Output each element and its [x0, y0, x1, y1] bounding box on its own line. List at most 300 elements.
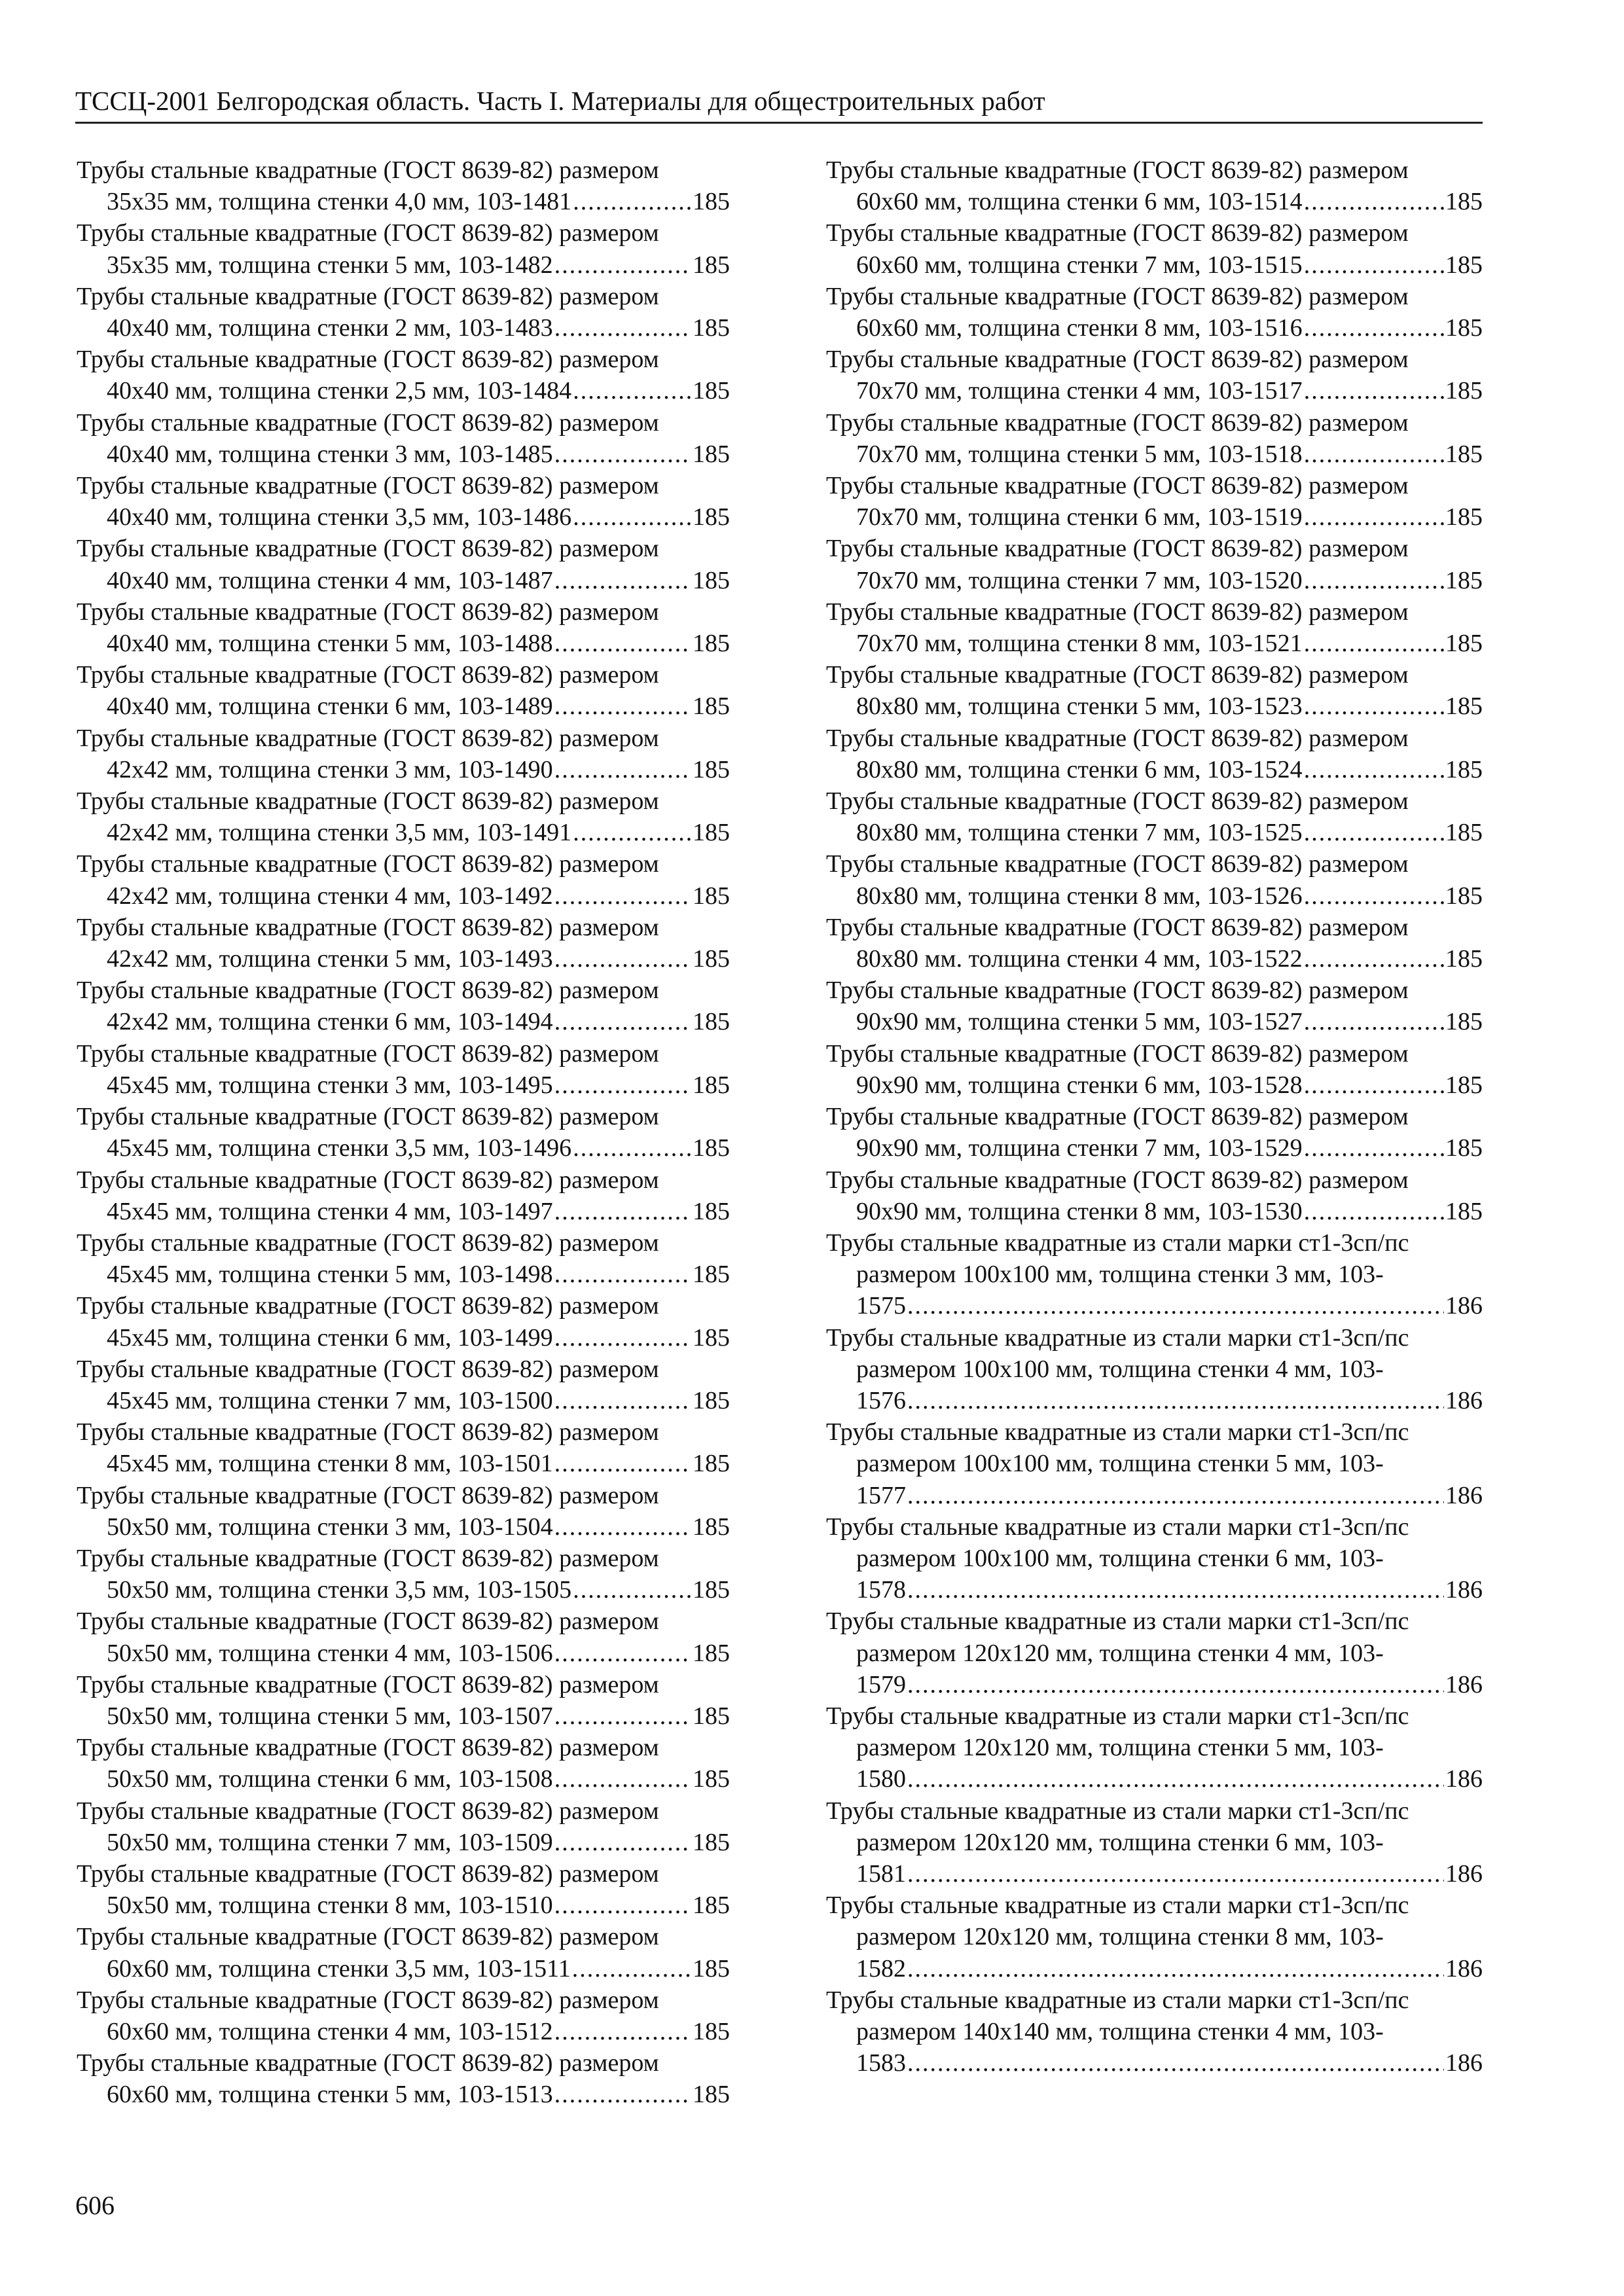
- index-entry-detail: размером 120x120 мм, толщина стенки 6 мм, 103-: [856, 1828, 1384, 1856]
- index-entry-page: 185: [693, 1008, 730, 1036]
- index-entry-detail: 90x90 мм, толщина стенки 5 мм, 103-1527: [856, 1008, 1303, 1036]
- index-entry-detail: 50x50 мм, толщина стенки 3 мм, 103-1504: [107, 1513, 553, 1541]
- index-entry-detail: 42x42 мм, толщина стенки 4 мм, 103-1492: [107, 882, 553, 910]
- dot-leader: [554, 628, 691, 659]
- index-entry-leader-line: [77, 2079, 730, 2110]
- index-entry-detail: 45x45 мм, толщина стенки 7 мм, 103-1500: [107, 1386, 553, 1414]
- index-entry: [826, 281, 1483, 344]
- index-entry-title: Трубы стальные квадратные из стали марки ст1-3сп/пс: [826, 1607, 1409, 1636]
- index-entry: [77, 1227, 730, 1290]
- index-entry-leader-line: [77, 1132, 730, 1164]
- index-entry-page: 185: [1445, 755, 1483, 783]
- index-entry-leader-line: [77, 312, 730, 344]
- index-entry-page: 185: [693, 1386, 730, 1414]
- index-entry-title: Трубы стальные квадратные (ГОСТ 8639-82) размером: [77, 724, 659, 752]
- dot-leader: [554, 439, 691, 470]
- index-entry: [826, 1416, 1483, 1511]
- index-entry-title: Трубы стальные квадратные (ГОСТ 8639-82) размером: [826, 472, 1409, 500]
- dot-leader: [907, 1763, 1444, 1795]
- index-entry-detail: 40x40 мм, толщина стенки 4 мм, 103-1487: [107, 566, 553, 594]
- index-entry-detail: размером 120x120 мм, толщина стенки 4 мм, 103-: [856, 1639, 1384, 1667]
- index-entry: [77, 533, 730, 596]
- dot-leader: [554, 312, 691, 344]
- index-entry-page: 185: [693, 692, 730, 721]
- index-entry-leader-line: [826, 1669, 1483, 1700]
- index-entry-title: Трубы стальные квадратные (ГОСТ 8639-82) размером: [77, 408, 659, 437]
- index-entry-leader-line: [826, 817, 1483, 848]
- dot-leader: [573, 186, 691, 217]
- index-entry-leader-line: [826, 1953, 1483, 1984]
- index-entry: [77, 1605, 730, 1668]
- index-entry-leader-line: [826, 1763, 1483, 1795]
- index-entry-detail: 45x45 мм, толщина стенки 3,5 мм, 103-1496: [107, 1134, 572, 1162]
- dot-leader: [554, 1322, 691, 1354]
- index-entry-title: Трубы стальные квадратные (ГОСТ 8639-82) размером: [77, 282, 659, 310]
- index-entry-page: 185: [693, 251, 730, 279]
- dot-leader: [554, 691, 691, 722]
- index-entry-leader-line: [826, 501, 1483, 533]
- index-entry-title: Трубы стальные квадратные из стали марки ст1-3сп/пс: [826, 1323, 1409, 1352]
- index-entry: [77, 1732, 730, 1795]
- index-entry-page: 185: [693, 188, 730, 216]
- index-entry-title: Трубы стальные квадратные из стали марки ст1-3сп/пс: [826, 1892, 1409, 1920]
- index-entry-leader-line: [826, 249, 1483, 281]
- index-entry: [826, 975, 1483, 1037]
- index-entry-leader-line: [826, 1858, 1483, 1890]
- running-header: [75, 84, 1483, 124]
- index-entry: [826, 533, 1483, 596]
- index-entry: [77, 217, 730, 280]
- index-entry-detail: 40x40 мм, толщина стенки 3,5 мм, 103-1486: [107, 503, 572, 531]
- index-entry-leader-line: [826, 312, 1483, 344]
- dot-leader: [554, 2016, 691, 2047]
- dot-leader: [907, 1669, 1444, 1700]
- index-entry-leader-line: [77, 1322, 730, 1354]
- index-entry-page: 185: [693, 1513, 730, 1541]
- index-entry-title: Трубы стальные квадратные (ГОСТ 8639-82) размером: [826, 850, 1409, 878]
- dot-leader: [1304, 691, 1444, 722]
- index-entry-leader-line: [826, 2047, 1483, 2079]
- index-entry-page: 185: [1445, 566, 1483, 594]
- index-entry-detail: 60x60 мм, толщина стенки 7 мм, 103-1515: [856, 251, 1303, 279]
- index-entry: [77, 407, 730, 470]
- index-entry-page: 186: [1445, 2049, 1483, 2077]
- index-entry-page: 185: [693, 314, 730, 342]
- index-entry-detail: 60x60 мм, толщина стенки 3,5 мм, 103-1511: [107, 1954, 571, 1982]
- index-entry-leader-line: [826, 439, 1483, 470]
- index-entry-title: Трубы стальные квадратные из стали марки ст1-3сп/пс: [826, 1986, 1409, 2014]
- index-entry-detail: размером 120x120 мм, толщина стенки 5 мм, 103-: [856, 1734, 1384, 1762]
- index-entry-title: Трубы стальные квадратные (ГОСТ 8639-82) размером: [77, 1607, 659, 1636]
- dot-leader: [1304, 312, 1444, 344]
- index-entry-detail: размером 100x100 мм, толщина стенки 6 мм, 103-: [856, 1544, 1384, 1572]
- index-entry-title: Трубы стальные квадратные (ГОСТ 8639-82) размером: [826, 977, 1409, 1005]
- index-entry: [77, 596, 730, 659]
- index-entry: [77, 1354, 730, 1416]
- index-entry-detail: 42x42 мм, толщина стенки 5 мм, 103-1493: [107, 945, 553, 973]
- index-entry-leader-line: [77, 1827, 730, 1858]
- index-entry-page: 185: [693, 2081, 730, 2109]
- dot-leader: [554, 943, 691, 975]
- index-entry-page: 185: [1445, 1071, 1483, 1099]
- index-entry-detail: 40x40 мм, толщина стенки 2 мм, 103-1483: [107, 314, 553, 342]
- index-entry-title: Трубы стальные квадратные из стали марки ст1-3сп/пс: [826, 1513, 1409, 1541]
- index-entry-page: 185: [693, 1954, 730, 1982]
- page-number: 606: [75, 2191, 115, 2220]
- index-entry: [826, 1605, 1483, 1700]
- index-entry-title: Трубы стальные квадратные (ГОСТ 8639-82) размером: [826, 1103, 1409, 1131]
- index-entry-leader-line: [77, 1953, 730, 1984]
- index-entry-title: Трубы стальные квадратные (ГОСТ 8639-82) размером: [77, 1859, 659, 1888]
- index-entry-leader-line: [77, 439, 730, 470]
- index-entry-page: 185: [693, 755, 730, 783]
- index-entry-detail: 50x50 мм, толщина стенки 5 мм, 103-1507: [107, 1702, 553, 1730]
- dot-leader: [1304, 249, 1444, 281]
- index-entry: [826, 723, 1483, 785]
- index-column-right: [826, 154, 1483, 2079]
- index-entry: [826, 1322, 1483, 1417]
- index-entry: [77, 1038, 730, 1101]
- dot-leader: [1304, 1132, 1444, 1164]
- index-entry: [826, 785, 1483, 848]
- index-entry-leader-line: [77, 1511, 730, 1543]
- index-entry-detail: 50x50 мм, толщина стенки 3,5 мм, 103-1505: [107, 1576, 572, 1604]
- index-entry-detail: 80x80 мм. толщина стенки 4 мм, 103-1522: [856, 945, 1303, 973]
- dot-leader: [554, 1259, 691, 1290]
- index-entry-leader-line: [77, 1069, 730, 1101]
- index-entry-title: Трубы стальные квадратные (ГОСТ 8639-82) размером: [77, 2049, 659, 2077]
- dot-leader: [907, 1858, 1444, 1890]
- index-entry-detail: 80x80 мм, толщина стенки 6 мм, 103-1524: [856, 755, 1303, 783]
- index-entry-page: 185: [1445, 314, 1483, 342]
- index-entry-page: 186: [1445, 1576, 1483, 1604]
- index-entry-detail: 40x40 мм, толщина стенки 6 мм, 103-1489: [107, 692, 553, 721]
- index-entry-leader-line: [826, 1290, 1483, 1321]
- index-entry-detail: 1575: [856, 1292, 906, 1320]
- index-entry-leader-line: [77, 817, 730, 848]
- index-entry-page: 185: [693, 819, 730, 847]
- index-entry-title: Трубы стальные квадратные (ГОСТ 8639-82) размером: [77, 472, 659, 500]
- index-entry: [77, 1164, 730, 1227]
- index-entry-detail: 42x42 мм, толщина стенки 3 мм, 103-1490: [107, 755, 553, 783]
- index-entry: [77, 1543, 730, 1605]
- index-entry-leader-line: [77, 1259, 730, 1290]
- index-entry-leader-line: [826, 754, 1483, 785]
- dot-leader: [554, 1006, 691, 1037]
- index-entry-leader-line: [77, 691, 730, 722]
- index-entry: [826, 1700, 1483, 1795]
- dot-leader: [907, 1953, 1444, 1984]
- index-entry-title: Трубы стальные квадратные (ГОСТ 8639-82) размером: [77, 850, 659, 878]
- dot-leader: [573, 1574, 691, 1605]
- index-entry-leader-line: [77, 565, 730, 596]
- dot-leader: [573, 501, 691, 533]
- index-entry-title: Трубы стальные квадратные (ГОСТ 8639-82) размером: [77, 219, 659, 247]
- index-entry-page: 185: [693, 1197, 730, 1225]
- index-entry: [77, 1101, 730, 1164]
- index-entry-detail: 42x42 мм, толщина стенки 3,5 мм, 103-1491: [107, 819, 572, 847]
- index-entry-page: 185: [693, 566, 730, 594]
- index-entry-leader-line: [77, 880, 730, 912]
- index-entry-detail: 45x45 мм, толщина стенки 3 мм, 103-1495: [107, 1071, 553, 1099]
- index-entry-title: Трубы стальные квадратные (ГОСТ 8639-82) размером: [77, 1734, 659, 1762]
- index-entry-detail: 45x45 мм, толщина стенки 5 мм, 103-1498: [107, 1261, 553, 1289]
- index-entry-detail: 1577: [856, 1481, 906, 1509]
- index-entry-detail: 1576: [856, 1386, 906, 1414]
- index-entry-page: 185: [1445, 1134, 1483, 1162]
- index-entry-leader-line: [77, 1006, 730, 1037]
- index-entry-page: 185: [1445, 945, 1483, 973]
- index-entry-leader-line: [826, 186, 1483, 217]
- index-entry: [826, 217, 1483, 280]
- index-entry: [826, 1227, 1483, 1322]
- index-entry: [77, 848, 730, 911]
- index-entry-detail: 80x80 мм, толщина стенки 5 мм, 103-1523: [856, 692, 1303, 721]
- index-entry-leader-line: [77, 1700, 730, 1732]
- index-entry: [77, 1921, 730, 1984]
- index-entry-detail: 60x60 мм, толщина стенки 6 мм, 103-1514: [856, 188, 1303, 216]
- index-entry-page: 185: [1445, 188, 1483, 216]
- index-entry-page: 185: [1445, 630, 1483, 658]
- dot-leader: [1304, 439, 1444, 470]
- index-entry-title: Трубы стальные квадратные (ГОСТ 8639-82) размером: [77, 1670, 659, 1698]
- index-entry-title: Трубы стальные квадратные (ГОСТ 8639-82) размером: [826, 787, 1409, 816]
- index-entry-detail: 50x50 мм, толщина стенки 4 мм, 103-1506: [107, 1639, 553, 1667]
- index-entry-page: 185: [693, 1323, 730, 1352]
- index-entry-leader-line: [826, 1069, 1483, 1101]
- dot-leader: [1304, 186, 1444, 217]
- index-entry-detail: 1583: [856, 2049, 906, 2077]
- index-entry-page: 185: [693, 2017, 730, 2045]
- index-entry-detail: 80x80 мм, толщина стенки 7 мм, 103-1525: [856, 819, 1303, 847]
- index-entry-title: Трубы стальные квадратные из стали марки ст1-3сп/пс: [826, 1418, 1409, 1446]
- index-column-left: [77, 154, 730, 2111]
- index-entry-detail: 40x40 мм, толщина стенки 5 мм, 103-1488: [107, 630, 553, 658]
- index-entry-detail: 40x40 мм, толщина стенки 2,5 мм, 103-1484: [107, 377, 572, 405]
- index-entry-detail: 70x70 мм, толщина стенки 8 мм, 103-1521: [856, 630, 1303, 658]
- index-entry: [77, 1858, 730, 1921]
- dot-leader: [907, 1574, 1444, 1605]
- index-entry-leader-line: [826, 880, 1483, 912]
- index-entry-title: Трубы стальные квадратные (ГОСТ 8639-82) размером: [77, 156, 659, 184]
- index-entry: [77, 1290, 730, 1353]
- index-entry-page: 185: [693, 440, 730, 468]
- index-entry-title: Трубы стальные квадратные (ГОСТ 8639-82) размером: [77, 1292, 659, 1320]
- index-entry: [826, 1890, 1483, 1984]
- dot-leader: [573, 375, 691, 406]
- dot-leader: [554, 880, 691, 912]
- index-entry: [77, 344, 730, 406]
- dot-leader: [554, 1196, 691, 1227]
- index-entry: [77, 975, 730, 1037]
- index-entry-title: Трубы стальные квадратные (ГОСТ 8639-82) размером: [77, 1103, 659, 1131]
- index-entry-title: Трубы стальные квадратные (ГОСТ 8639-82) размером: [77, 346, 659, 374]
- dot-leader: [554, 1827, 691, 1858]
- index-entry-title: Трубы стальные квадратные (ГОСТ 8639-82) размером: [826, 913, 1409, 941]
- index-entry-leader-line: [826, 1385, 1483, 1416]
- index-entry-detail: размером 100x100 мм, толщина стенки 5 мм, 103-: [856, 1450, 1384, 1478]
- index-entry-page: 185: [693, 1134, 730, 1162]
- index-entry: [77, 912, 730, 975]
- dot-leader: [573, 1132, 691, 1164]
- index-entry-title: Трубы стальные квадратные (ГОСТ 8639-82) размером: [77, 535, 659, 563]
- index-entry-leader-line: [77, 501, 730, 533]
- index-entry-detail: 1581: [856, 1859, 906, 1888]
- index-entry: [826, 1164, 1483, 1227]
- index-entry-detail: 90x90 мм, толщина стенки 7 мм, 103-1529: [856, 1134, 1303, 1162]
- index-entry-title: Трубы стальные квадратные (ГОСТ 8639-82) размером: [77, 1923, 659, 1951]
- index-entry: [826, 1511, 1483, 1606]
- index-entry: [77, 1795, 730, 1858]
- index-entry-page: 185: [693, 1576, 730, 1604]
- index-entry-detail: 50x50 мм, толщина стенки 7 мм, 103-1509: [107, 1828, 553, 1856]
- index-entry-detail: 45x45 мм, толщина стенки 4 мм, 103-1497: [107, 1197, 553, 1225]
- dot-leader: [1304, 1006, 1444, 1037]
- dot-leader: [907, 1385, 1444, 1416]
- index-entry: [826, 912, 1483, 975]
- index-entry-title: Трубы стальные квадратные (ГОСТ 8639-82) размером: [826, 156, 1409, 184]
- dot-leader: [573, 817, 691, 848]
- index-entry-detail: 45x45 мм, толщина стенки 8 мм, 103-1501: [107, 1450, 553, 1478]
- index-entry-title: Трубы стальные квадратные (ГОСТ 8639-82) размером: [826, 1039, 1409, 1067]
- index-entry: [77, 1480, 730, 1543]
- index-entry-detail: размером 100x100 мм, толщина стенки 3 мм, 103-: [856, 1261, 1384, 1289]
- index-entry-page: 185: [1445, 1197, 1483, 1225]
- index-entry-leader-line: [826, 628, 1483, 659]
- index-entry-title: Трубы стальные квадратные (ГОСТ 8639-82) размером: [77, 1418, 659, 1446]
- index-entry-title: Трубы стальные квадратные из стали марки ст1-3сп/пс: [826, 1702, 1409, 1730]
- index-entry-leader-line: [77, 1196, 730, 1227]
- index-entry-detail: 35x35 мм, толщина стенки 4,0 мм, 103-1481: [107, 188, 572, 216]
- index-entry-detail: размером 140x140 мм, толщина стенки 4 мм, 103-: [856, 2017, 1384, 2045]
- dot-leader: [1304, 817, 1444, 848]
- index-entry-title: Трубы стальные квадратные (ГОСТ 8639-82) размером: [77, 1229, 659, 1257]
- index-entry-detail: 60x60 мм, толщина стенки 4 мм, 103-1512: [107, 2017, 553, 2045]
- index-entry: [77, 281, 730, 344]
- index-entry-leader-line: [77, 2016, 730, 2047]
- index-entry-leader-line: [826, 943, 1483, 975]
- index-entry-title: Трубы стальные квадратные (ГОСТ 8639-82) размером: [77, 1544, 659, 1572]
- index-entry-title: Трубы стальные квадратные (ГОСТ 8639-82) размером: [826, 408, 1409, 437]
- index-entry-title: Трубы стальные квадратные (ГОСТ 8639-82) размером: [826, 661, 1409, 689]
- index-entry-detail: 70x70 мм, толщина стенки 4 мм, 103-1517: [856, 377, 1303, 405]
- index-entry-leader-line: [826, 1132, 1483, 1164]
- index-entry-leader-line: [77, 1574, 730, 1605]
- index-entry: [77, 470, 730, 533]
- index-entry-leader-line: [826, 1574, 1483, 1605]
- index-entry-page: 186: [1445, 1765, 1483, 1793]
- index-entry: [77, 154, 730, 217]
- index-entry-leader-line: [826, 1196, 1483, 1227]
- index-entry-page: 186: [1445, 1481, 1483, 1509]
- dot-leader: [554, 1448, 691, 1479]
- index-entry-detail: 90x90 мм, толщина стенки 6 мм, 103-1528: [856, 1071, 1303, 1099]
- index-entry-title: Трубы стальные квадратные (ГОСТ 8639-82) размером: [826, 1166, 1409, 1194]
- index-entry-leader-line: [77, 186, 730, 217]
- index-entry-page: 185: [693, 1892, 730, 1920]
- index-entry-leader-line: [826, 1006, 1483, 1037]
- index-entry-page: 185: [693, 503, 730, 531]
- index-entry-title: Трубы стальные квадратные (ГОСТ 8639-82) размером: [826, 282, 1409, 310]
- index-entry-page: 185: [693, 882, 730, 910]
- index-entry-detail: размером 100x100 мм, толщина стенки 4 мм, 103-: [856, 1355, 1384, 1383]
- dot-leader: [554, 1511, 691, 1543]
- index-entry: [826, 1795, 1483, 1890]
- dot-leader: [554, 1638, 691, 1669]
- index-entry-leader-line: [77, 249, 730, 281]
- index-entry-page: 185: [693, 1450, 730, 1478]
- index-entry: [77, 1984, 730, 2047]
- index-entry-title: Трубы стальные квадратные (ГОСТ 8639-82) размером: [77, 1481, 659, 1509]
- index-entry-title: Трубы стальные квадратные (ГОСТ 8639-82) размером: [77, 661, 659, 689]
- index-entry: [826, 154, 1483, 217]
- dot-leader: [907, 1480, 1444, 1511]
- dot-leader: [554, 1385, 691, 1416]
- index-entry-leader-line: [826, 1480, 1483, 1511]
- index-entry-detail: 50x50 мм, толщина стенки 6 мм, 103-1508: [107, 1765, 553, 1793]
- index-entry-page: 186: [1445, 1859, 1483, 1888]
- index-entry-detail: 1582: [856, 1954, 906, 1982]
- index-entry-leader-line: [826, 565, 1483, 596]
- dot-leader: [1304, 375, 1444, 406]
- index-entry: [826, 848, 1483, 911]
- index-entry-detail: 60x60 мм, толщина стенки 5 мм, 103-1513: [107, 2081, 553, 2109]
- index-entry-title: Трубы стальные квадратные (ГОСТ 8639-82) размером: [77, 1986, 659, 2014]
- index-entry-detail: 70x70 мм, толщина стенки 5 мм, 103-1518: [856, 440, 1303, 468]
- index-entry-page: 185: [1445, 440, 1483, 468]
- index-entry-page: 185: [1445, 251, 1483, 279]
- index-entry-page: 185: [693, 1765, 730, 1793]
- index-entry-title: Трубы стальные квадратные (ГОСТ 8639-82) размером: [826, 535, 1409, 563]
- dot-leader: [554, 1700, 691, 1732]
- index-entry-leader-line: [77, 1763, 730, 1795]
- index-entry-page: 185: [693, 1828, 730, 1856]
- index-entry-detail: 90x90 мм, толщина стенки 8 мм, 103-1530: [856, 1197, 1303, 1225]
- dot-leader: [1304, 1069, 1444, 1101]
- index-entry: [826, 407, 1483, 470]
- index-entry: [826, 659, 1483, 722]
- index-entry-detail: 35x35 мм, толщина стенки 5 мм, 103-1482: [107, 251, 553, 279]
- index-entry-title: Трубы стальные квадратные (ГОСТ 8639-82) размером: [77, 1797, 659, 1825]
- index-entry-title: Трубы стальные квадратные из стали марки ст1-3сп/пс: [826, 1229, 1409, 1257]
- index-entry-leader-line: [77, 1890, 730, 1921]
- index-entry-page: 185: [693, 1261, 730, 1289]
- index-entry-page: 185: [693, 377, 730, 405]
- index-entry-page: 185: [693, 630, 730, 658]
- index-entry-leader-line: [826, 691, 1483, 722]
- index-entry-detail: 70x70 мм, толщина стенки 6 мм, 103-1519: [856, 503, 1303, 531]
- index-entry-title: Трубы стальные квадратные (ГОСТ 8639-82) размером: [77, 598, 659, 626]
- index-entry-leader-line: [77, 754, 730, 785]
- index-entry-page: 185: [1445, 882, 1483, 910]
- index-entry-page: 185: [1445, 503, 1483, 531]
- index-entry-detail: 40x40 мм, толщина стенки 3 мм, 103-1485: [107, 440, 553, 468]
- index-entry-page: 186: [1445, 1954, 1483, 1982]
- index-entry-detail: 60x60 мм, толщина стенки 8 мм, 103-1516: [856, 314, 1303, 342]
- dot-leader: [1304, 628, 1444, 659]
- index-entry-page: 185: [1445, 377, 1483, 405]
- index-entry-page: 185: [693, 945, 730, 973]
- index-entry: [77, 659, 730, 722]
- index-entry: [77, 2047, 730, 2110]
- index-entry: [77, 1669, 730, 1732]
- index-entry-page: 186: [1445, 1292, 1483, 1320]
- dot-leader: [554, 1890, 691, 1921]
- index-entry-detail: 80x80 мм, толщина стенки 8 мм, 103-1526: [856, 882, 1303, 910]
- index-entry-title: Трубы стальные квадратные (ГОСТ 8639-82) размером: [77, 787, 659, 816]
- dot-leader: [1304, 565, 1444, 596]
- index-entry-detail: 70x70 мм, толщина стенки 7 мм, 103-1520: [856, 566, 1303, 594]
